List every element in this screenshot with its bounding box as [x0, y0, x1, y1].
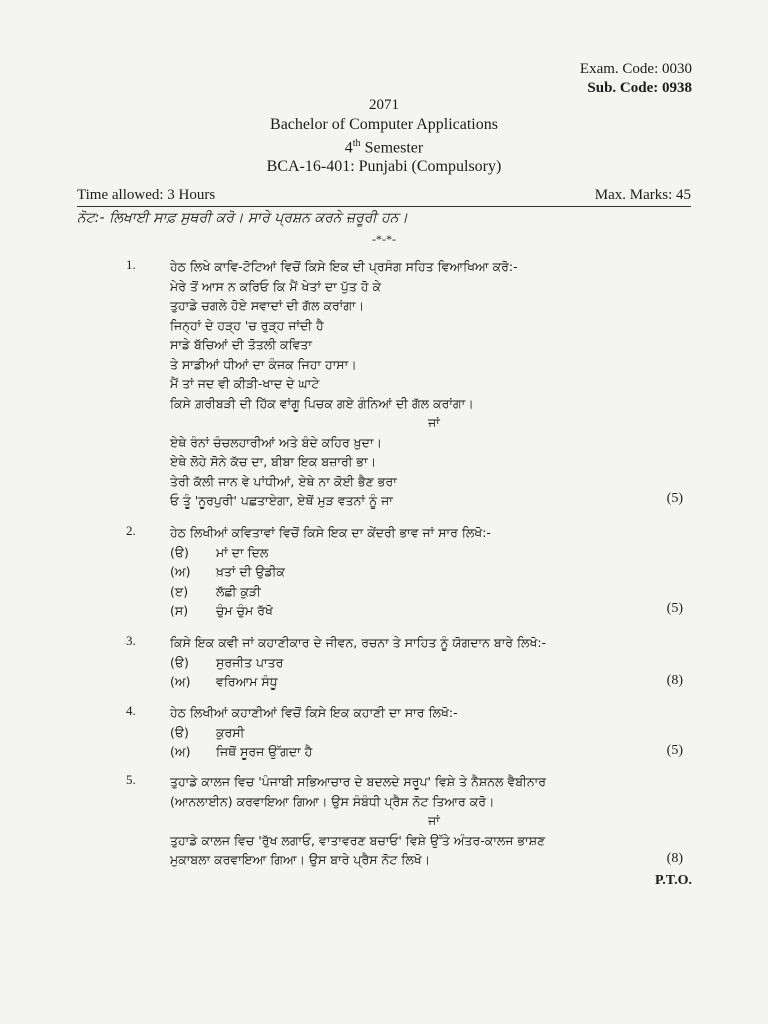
option-label: (ੳ) — [170, 544, 189, 560]
pto-label: P.T.O. — [655, 873, 692, 888]
semester-number: 4 — [344, 139, 353, 157]
option-item — [170, 543, 698, 563]
option-item — [170, 562, 698, 582]
option-label: (ਅ) — [170, 564, 191, 579]
option-text: ਵਰਿਆਮ ਸੰਧੂ — [216, 674, 278, 689]
question-body — [170, 257, 698, 511]
year: 2071 — [369, 97, 399, 113]
question-number: 3. — [126, 633, 136, 648]
separator: -*-*- — [372, 232, 396, 246]
or-separator: ਜਾਂ — [428, 415, 440, 430]
verse-line: ਓ ਤੂੰ 'ਨੂਰਪੁਰੀ' ਪਛਤਾਏਗਾ, ਏਥੋਂ ਮੁੜ ਵਤਨਾਂ ਨੂੰ ਜਾ — [170, 493, 393, 508]
option-text: ਕੁਰਸੀ — [216, 724, 245, 740]
verse-line: ਤੇ ਸਾਡੀਆਂ ਧੀਆਂ ਦਾ ਕੰਜਕ ਜਿਹਾ ਹਾਸਾ। — [170, 356, 357, 372]
verse-line: ਮੇਰੇ ਤੋਂ ਆਸ ਨ ਕਰਿਓ ਕਿ ਮੈਂ ਖੇਤਾਂ ਦਾ ਪੁੱਤ ਹੋ ਕੇ — [170, 278, 382, 294]
question-prompt: ਤੁਹਾਡੇ ਕਾਲਜ ਵਿਚ 'ਪੰਜਾਬੀ ਸਭਿਆਚਾਰ ਦੇ ਬਦਲਦੇ ਸਰੂਪ' ਵਿਸ਼ੇ ਤੇ ਨੈਸ਼ਨਲ ਵੈਬੀਨਾਰ — [170, 774, 546, 789]
semester-word: Semester — [364, 139, 424, 157]
question-body — [170, 523, 698, 621]
option-text: ਖ਼ਤਾਂ ਦੀ ਉਡੀਕ — [216, 564, 285, 579]
option-item — [170, 653, 698, 673]
option-label: (ੲ) — [170, 583, 189, 599]
verse-line: ਏਥੇ ਲੋਹੇ ਸੋਨੇ ਕੱਚ ਦਾ, ਬੀਬਾ ਇਕ ਬਜ਼ਾਰੀ ਭਾ। — [170, 454, 377, 469]
option-item — [170, 723, 698, 743]
question-number: 2. — [126, 523, 136, 538]
paper-heading — [0, 96, 768, 176]
verse-line: ਕਿਸੇ ਗ਼ਰੀਬੜੀ ਦੀ ਹਿੱਕ ਵਾਂਗੂ ਪਿਚਕ ਗਏ ਗੰਨਿਆਂ ਦੀ ਗੱਲ ਕਰਾਂਗਾ। — [170, 395, 474, 411]
time-allowed: Time allowed: 3 Hours — [77, 187, 216, 203]
question-marks: (5) — [666, 491, 683, 506]
question-prompt: ਹੇਠ ਲਿਖੀਆਂ ਕਹਾਣੀਆਂ ਵਿਚੋਂ ਕਿਸੇ ਇਕ ਕਹਾਣੀ ਦਾ ਸਾਰ ਲਿਖੋ:- — [170, 705, 458, 720]
course-title: BCA-16-401: Punjabi (Compulsory) — [266, 158, 502, 176]
time-marks-row — [77, 187, 691, 204]
question-number: 5. — [126, 772, 136, 787]
option-label: (ਅ) — [170, 674, 191, 689]
semester — [0, 134, 768, 157]
verse-line: ਏਥੇ ਰੰਨਾਂ ਚੰਚਲਹਾਰੀਆਂ ਅਤੇ ਬੰਦੇ ਕਹਿਰ ਖ਼ੁਦਾ। — [170, 434, 382, 450]
option-item — [170, 582, 698, 602]
question-prompt: ਹੇਠ ਲਿਖੇ ਕਾਵਿ-ਟੋਟਿਆਂ ਵਿਚੋਂ ਕਿਸੇ ਇਕ ਦੀ ਪ੍ਰਸੰਗ ਸਹਿਤ ਵਿਆਖਿਆ ਕਰੋ:- — [170, 259, 518, 274]
verse-line: ਤੁਹਾਡੇ ਚਗਲੇ ਹੋਏ ਸਵਾਦਾਂ ਦੀ ਗੱਲ ਕਰਾਂਗਾ। — [170, 298, 365, 313]
question-marks: (5) — [666, 743, 683, 758]
question-prompt: ਮੁਕਾਬਲਾ ਕਰਵਾਇਆ ਗਿਆ। ਉਸ ਬਾਰੇ ਪ੍ਰੈਸ ਨੋਟ ਲਿਖੋ। — [170, 852, 431, 867]
semester-suffix: th — [352, 138, 361, 149]
subject-code: Sub. Code: 0938 — [587, 80, 692, 96]
paper-codes — [580, 60, 692, 98]
option-text: ਮਾਂ ਦਾ ਦਿਲ — [216, 544, 269, 560]
question-body — [170, 772, 698, 870]
question-body — [170, 633, 698, 692]
option-label: (ੳ) — [170, 654, 189, 670]
question-number: 1. — [126, 257, 136, 272]
verse-line: ਮੈਂ ਤਾਂ ਜਦ ਵੀ ਕੀੜੀ-ਖਾਦ ਦੇ ਘਾਟੇ — [170, 376, 320, 391]
question-prompt: ਹੇਠ ਲਿਖੀਆਂ ਕਵਿਤਾਵਾਂ ਵਿਚੋਂ ਕਿਸੇ ਇਕ ਦਾ ਕੇਂਦਰੀ ਭਾਵ ਜਾਂ ਸਾਰ ਲਿਖੋ:- — [170, 525, 491, 540]
option-item — [170, 672, 698, 692]
question-number: 4. — [126, 703, 136, 718]
max-marks: Max. Marks: 45 — [594, 187, 691, 203]
exam-code: Exam. Code: 0030 — [579, 61, 692, 77]
or-separator: ਜਾਂ — [428, 813, 440, 828]
option-text: ਜਿਥੋਂ ਸੂਰਜ ਉੱਗਦਾ ਹੈ — [216, 744, 313, 759]
question-prompt: ਕਿਸੇ ਇਕ ਕਵੀ ਜਾਂ ਕਹਾਣੀਕਾਰ ਦੇ ਜੀਵਨ, ਰਚਨਾ ਤੇ ਸਾਹਿਤ ਨੂੰ ਯੋਗਦਾਨ ਬਾਰੇ ਲਿਖੋ:- — [170, 635, 547, 650]
option-item — [170, 742, 698, 762]
question-marks: (8) — [666, 851, 683, 866]
question-marks: (5) — [666, 601, 683, 616]
option-label: (ਅ) — [170, 744, 191, 759]
option-text: ਸੁਰਜੀਤ ਪਾਤਰ — [216, 654, 284, 670]
option-label: (ਸ) — [170, 603, 189, 618]
verse-line: ਜਿਨ੍ਹਾਂ ਦੇ ਹੜ੍ਹ 'ਚ ਰੁੜ੍ਹ ਜਾਂਦੀ ਹੈ — [170, 317, 324, 333]
question-prompt: ਤੁਹਾਡੇ ਕਾਲਜ ਵਿਚ 'ਰੁੱਖ ਲਗਾਓ, ਵਾਤਾਵਰਣ ਬਚਾਓ' ਵਿਸ਼ੇ ਉੱਤੇ ਅੰਤਰ-ਕਾਲਜ ਭਾਸ਼ਣ — [170, 832, 546, 848]
question-marks: (8) — [666, 673, 683, 688]
question-body — [170, 703, 698, 762]
option-text: ਚੁੰਮ ਚੁੰਮ ਰੱਖੋ — [216, 603, 273, 618]
question-prompt: (ਆਨਲਾਈਨ) ਕਰਵਾਇਆ ਗਿਆ। ਉਸ ਸੰਬੰਧੀ ਪ੍ਰੈਸ ਨੋਟ ਤਿਆਰ ਕਰੋ। — [170, 793, 495, 809]
verse-line: ਤੇਰੀ ਕੱਲੀ ਜਾਨ ਵੇ ਪਾਂਧੀਆਂ, ਏਥੇ ਨਾ ਕੋਈ ਭੈਣ ਭਰਾ — [170, 473, 397, 489]
verse-line: ਸਾਡੇ ਬੱਚਿਆਂ ਦੀ ਤੋਤਲੀ ਕਵਿਤਾ — [170, 337, 313, 352]
option-item — [170, 601, 698, 621]
header-divider — [77, 206, 691, 207]
programme-title: Bachelor of Computer Applications — [270, 116, 498, 133]
option-label: (ੳ) — [170, 724, 189, 740]
instruction-note: ਨੋਟ:- ਲਿਖਾਈ ਸਾਫ਼ ਸੁਥਰੀ ਕਰੋ। ਸਾਰੇ ਪ੍ਰਸ਼ਨ ਕਰਨੇ ਜ਼ਰੂਰੀ ਹਨ। — [77, 210, 408, 226]
option-text: ਲੱਛੀ ਕੁੜੀ — [216, 583, 261, 599]
